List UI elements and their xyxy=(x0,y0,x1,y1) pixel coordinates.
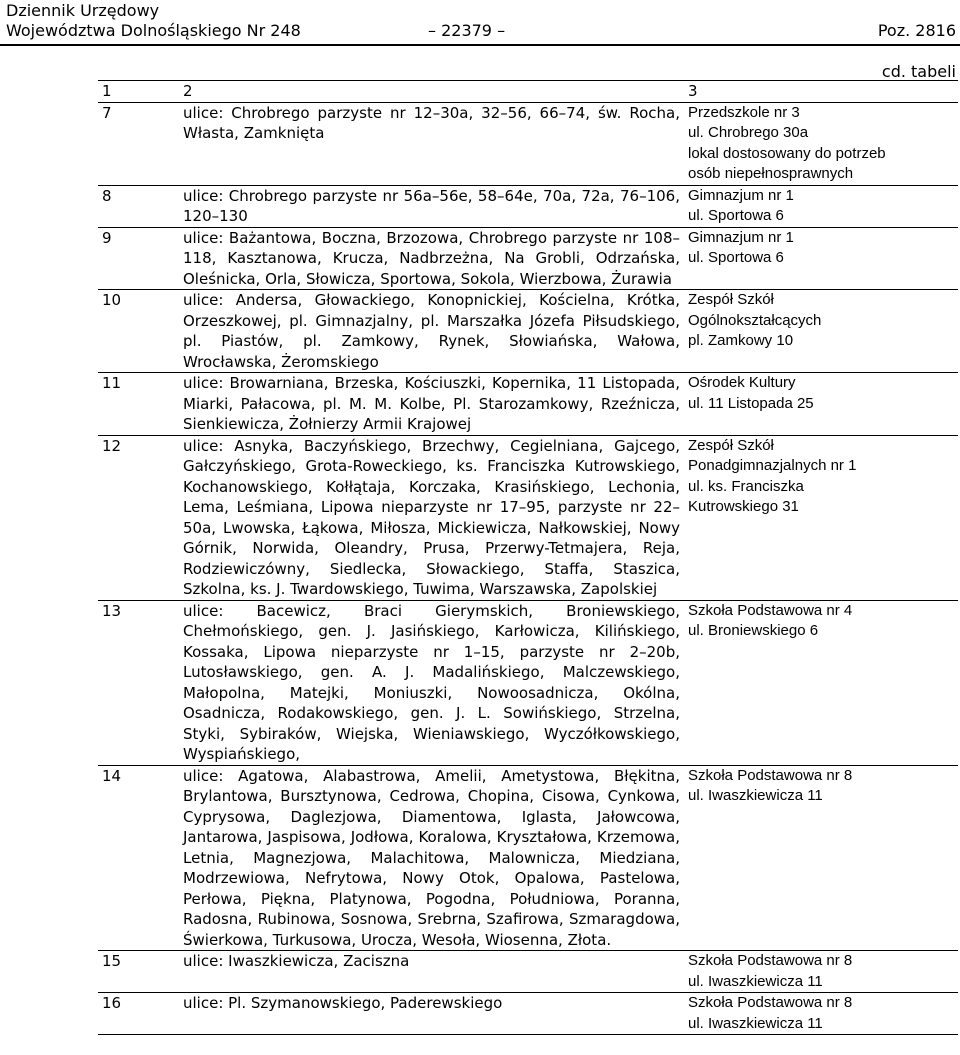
table-continuation-note: cd. tabeli xyxy=(881,62,956,81)
table-row xyxy=(98,373,958,436)
polling-station-line: Przedszkole nr 3 xyxy=(688,103,800,121)
polling-station-line: ul. Sportowa 6 xyxy=(688,207,784,224)
district-number: 7 xyxy=(98,102,183,185)
district-streets: ulice: Browarniana, Brzeska, Kościuszki, Kopernika, 11 Listopada, Miarki, Pałacowa, pl. M. M. Kolbe, Pl. Starozamkowy, Rzeźnicza, Sienkiewicza, Żołnierzy Armii Krajowej xyxy=(183,373,684,436)
district-number: 16 xyxy=(98,993,183,1035)
polling-station-line: Ośrodek Kultury xyxy=(688,374,796,391)
header-col-3: 3 xyxy=(684,81,958,103)
table-row xyxy=(98,102,958,185)
polling-station xyxy=(684,227,958,290)
polling-station-line: ul. 11 Listopada 25 xyxy=(688,394,814,412)
polling-station-line: Szkoła Podstawowa nr 8 xyxy=(688,766,853,784)
polling-station-line: Szkoła Podstawowa nr 4 xyxy=(688,601,853,619)
polling-station xyxy=(684,600,958,765)
district-streets: ulice: Asnyka, Baczyńskiego, Brzechwy, Cegielniana, Gajcego, Gałczyńskiego, Grota-Roweckiego, ks. Franciszka Kutrowskiego, Kochanowskiego, Kołłątaja, Korczaka, Krasińskiego, Lechonia, Lema, Leśmiana, Lipowa nieparzyste nr 17–95, parzyste nr 22–50a, Lwowska, Łąkowa, Miłosza, Mickiewicza, Nałkowskiej, Nowy Górnik, Norwida, Oleandry, Prusa, Przerwy-Tetmajera, Reja, Rodziewiczówny, Siedlecka, Słowackiego, Staffa, Staszica, Szkolna, ks. J. Twardowskiego, Tuwima, Warszawska, Zapolskiej xyxy=(183,435,684,600)
polling-station xyxy=(684,290,958,373)
polling-districts-table xyxy=(98,80,958,1035)
polling-station-line: ul. Chrobrego 30a xyxy=(688,124,809,141)
table-row xyxy=(98,600,958,765)
polling-station-line: ul. Iwaszkiewicza 11 xyxy=(688,972,823,990)
page-header xyxy=(0,0,960,46)
table-row xyxy=(98,993,958,1035)
district-number: 12 xyxy=(98,435,183,600)
polling-station-line: Gimnazjum nr 1 xyxy=(688,228,794,246)
polling-station-line: Szkoła Podstawowa nr 8 xyxy=(688,994,853,1011)
district-streets: ulice: Pl. Szymanowskiego, Paderewskiego xyxy=(183,993,684,1035)
table-row xyxy=(98,227,958,290)
polling-station-line: Ogólnokształcących xyxy=(688,311,822,329)
page-number: – 22379 – xyxy=(428,21,506,40)
polling-station-line: ul. Broniewskiego 6 xyxy=(688,622,819,639)
polling-station-line: Gimnazjum nr 1 xyxy=(688,186,794,204)
polling-station-line: Zespół Szkół xyxy=(688,291,774,308)
polling-station-line: ul. ks. Franciszka xyxy=(688,477,804,495)
polling-station xyxy=(684,373,958,436)
table-row xyxy=(98,951,958,993)
polling-station-line: lokal dostosowany do potrzeb xyxy=(688,144,886,162)
district-number: 13 xyxy=(98,600,183,765)
header-col-2: 2 xyxy=(183,81,684,103)
district-streets: ulice: Chrobrego parzyste nr 56a–56e, 58–64e, 70a, 72a, 76–106, 120–130 xyxy=(183,185,684,227)
polling-station xyxy=(684,765,958,951)
district-number: 8 xyxy=(98,185,183,227)
district-streets: ulice: Andersa, Głowackiego, Konopnickiej, Kościelna, Krótka, Orzeszkowej, pl. Gimnazjalny, pl. Marszałka Józefa Piłsudskiego, pl. Piastów, pl. Zamkowy, Rynek, Słowiańska, Wałowa, Wrocławska, Żeromskiego xyxy=(183,290,684,373)
polling-station-line: ul. Sportowa 6 xyxy=(688,249,784,266)
journal-issue: Województwa Dolnośląskiego Nr 248 xyxy=(6,21,301,40)
table-row xyxy=(98,435,958,600)
polling-station-line: ul. Iwaszkiewicza 11 xyxy=(688,787,823,804)
polling-station-line: Kutrowskiego 31 xyxy=(688,498,799,515)
position-number: Poz. 2816 xyxy=(877,21,956,40)
header-col-1: 1 xyxy=(98,81,183,103)
polling-station xyxy=(684,435,958,600)
table-row xyxy=(98,290,958,373)
district-streets: ulice: Bacewicz, Braci Gierymskich, Broniewskiego, Chełmońskiego, gen. J. Jasińskiego, Karłowicza, Kilińskiego, Kossaka, Lipowa nieparzyste nr 1–15, parzyste nr 2–20b, Lutosławskiego, gen. A. J. Madalińskiego, Malczewskiego, Małopolna, Matejki, Moniuszki, Nowoosadnicza, Okólna, Osadnicza, Rodakowskiego, gen. J. L. Sowińskiego, Strzelna, Styki, Sybiraków, Wiejska, Wieniawskiego, Wyczółkowskiego, Wyspiańskiego, xyxy=(183,600,684,765)
polling-station-line: ul. Iwaszkiewicza 11 xyxy=(688,1014,823,1032)
district-streets: ulice: Iwaszkiewicza, Zaciszna xyxy=(183,951,684,993)
polling-station-line: Szkoła Podstawowa nr 8 xyxy=(688,952,853,969)
polling-station-line: Zespół Szkół xyxy=(688,436,774,454)
polling-station xyxy=(684,951,958,993)
district-number: 10 xyxy=(98,290,183,373)
district-number: 15 xyxy=(98,951,183,993)
polling-station-line: Ponadgimnazjalnych nr 1 xyxy=(688,457,857,474)
polling-station xyxy=(684,185,958,227)
table-header-row xyxy=(98,81,958,103)
polling-station xyxy=(684,102,958,185)
district-streets: ulice: Chrobrego parzyste nr 12–30a, 32–56, 66–74, św. Rocha, Własta, Zamknięta xyxy=(183,102,684,185)
district-number: 11 xyxy=(98,373,183,436)
district-number: 9 xyxy=(98,227,183,290)
polling-station-line: osób niepełnosprawnych xyxy=(688,165,854,182)
district-number: 14 xyxy=(98,765,183,951)
polling-station xyxy=(684,993,958,1035)
district-streets: ulice: Agatowa, Alabastrowa, Amelii, Ametystowa, Błękitna, Brylantowa, Bursztynowa, Cedrowa, Chopina, Cisowa, Cynkowa, Cyprysowa, Daglezjowa, Diamentowa, Iglasta, Jałowcowa, Jantarowa, Jaspisowa, Jodłowa, Koralowa, Kryształowa, Krzemowa, Letnia, Magnezjowa, Malachitowa, Malownicza, Miedziana, Modrzewiowa, Nefrytowa, Nowy Otok, Opalowa, Pastelowa, Perłowa, Piękna, Platynowa, Pogodna, Południowa, Poranna, Radosna, Rubinowa, Sosnowa, Srebrna, Szafirowa, Szmaragdowa, Świerkowa, Turkusowa, Urocza, Wesoła, Wiosenna, Złota. xyxy=(183,765,684,951)
table-row xyxy=(98,185,958,227)
table-row xyxy=(98,765,958,951)
journal-title: Dziennik Urzędowy xyxy=(6,1,160,20)
district-streets: ulice: Bażantowa, Boczna, Brzozowa, Chrobrego parzyste nr 108–118, Kasztanowa, Krucza, Nadbrzeżna, Na Grobli, Odrzańska, Oleśnicka, Orla, Słowicza, Sportowa, Sokola, Wierzbowa, Żurawia xyxy=(183,227,684,290)
polling-station-line: pl. Zamkowy 10 xyxy=(688,332,794,349)
